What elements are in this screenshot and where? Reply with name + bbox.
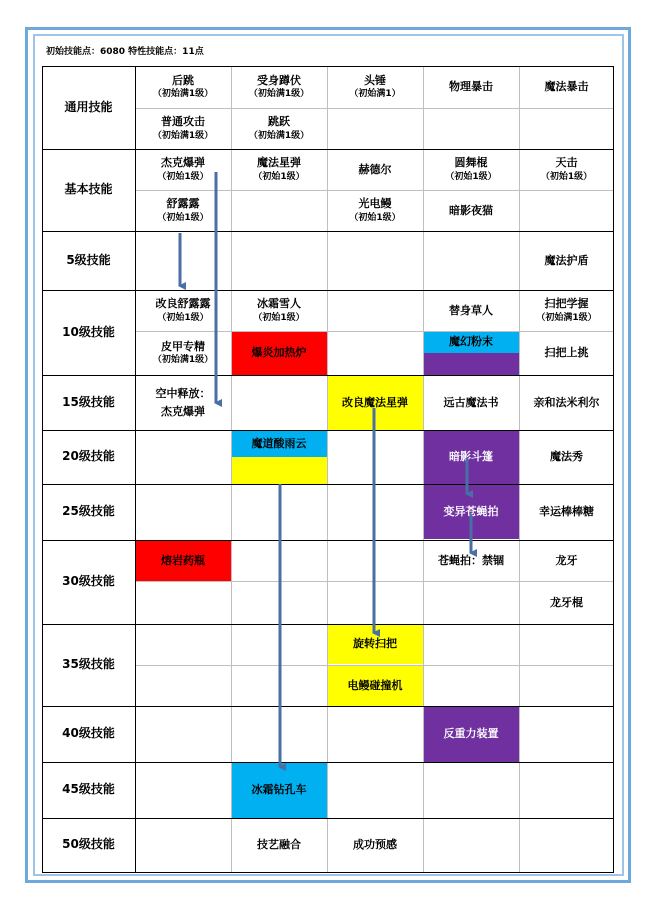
skill-cell-art-fusion [231, 818, 327, 872]
skill-name: 普通攻击 [161, 115, 205, 128]
row-label-lv25: 25级技能 [62, 504, 115, 519]
skill-name: 暗影斗篷 [449, 450, 493, 464]
skill-cell-flame-furnace [231, 331, 327, 375]
skill-name: 亲和法米利尔 [533, 395, 600, 409]
skill-name-2: 杰克爆弹 [161, 404, 205, 418]
skill-cell-light-eel [327, 190, 423, 231]
skill-name: 光电鳗 [358, 197, 392, 210]
skill-name: 杰克爆弹 [161, 156, 205, 169]
skill-cell-magic-powder [423, 331, 519, 353]
skill-note: （初始1级） [445, 171, 497, 182]
skill-cell-air-release [135, 375, 231, 430]
skill-cell-magic-star [231, 149, 327, 190]
skill-note: （初始满1） [349, 89, 401, 100]
skill-name: 魔法护盾 [544, 253, 589, 267]
skill-note: （初始1级） [349, 212, 401, 223]
skill-note: （初始1级） [157, 212, 209, 223]
row-label-lv30: 30级技能 [62, 574, 115, 589]
skill-name: 圆舞棍 [454, 156, 488, 169]
row-label-lv10: 10级技能 [62, 324, 115, 339]
skill-cell-sky-strike [519, 149, 614, 190]
skill-cell-frost-snowman [231, 290, 327, 331]
skill-name: 旋转扫把 [353, 637, 397, 651]
skill-cell-antigravity [423, 706, 519, 762]
skill-cell-frost-drill [231, 762, 327, 818]
skill-name: 龙牙棍 [550, 595, 583, 609]
skill-name: 电鳗碰撞机 [347, 678, 403, 692]
skill-name: 皮甲专精 [161, 339, 205, 353]
skill-name: 改良舒露露 [155, 297, 211, 310]
skill-name: 舒露露 [166, 197, 200, 210]
skill-name: 冰霜雪人 [257, 297, 301, 310]
skill-name: 跳跃 [268, 115, 290, 128]
skill-cell-round-stick [423, 149, 519, 190]
skill-note: （初始满1级） [248, 130, 310, 141]
skill-cell-magic-crit [519, 66, 614, 108]
skill-name: 天击 [555, 156, 578, 169]
skill-cell-broom-grip [519, 290, 614, 331]
skill-name: 远古魔法书 [443, 395, 499, 409]
skill-cell-recover [231, 66, 327, 108]
skill-cell-broom-upper [519, 331, 614, 375]
skill-cell-magic-show [519, 430, 614, 484]
skill-cell-bat-seal [423, 540, 519, 581]
skill-name: 技艺融合 [257, 838, 301, 852]
skill-note: （初始1级） [540, 171, 593, 182]
row-label-basic: 基本技能 [64, 182, 113, 197]
skill-cell-headbutt [327, 66, 423, 108]
row-label-lv5: 5级技能 [66, 252, 111, 267]
skill-name: 魔幻粉末 [449, 335, 493, 349]
skill-cell-backjump [135, 66, 231, 108]
skill-cell-dragon-stick [519, 581, 614, 624]
row-label-general: 通用技能 [64, 99, 113, 114]
skill-cell-phys-crit [423, 66, 519, 108]
skill-cell-mutant-bat [423, 484, 519, 539]
skill-name: 魔法星弹 [257, 156, 301, 169]
skill-cell-improved-star [327, 375, 423, 430]
skill-cell-lucky-candy [519, 484, 614, 540]
skill-cell-jack-bomb [135, 149, 231, 190]
skill-name: 受身蹲伏 [257, 73, 301, 87]
row-label-lv40: 40级技能 [62, 726, 115, 741]
skill-cell-shadow-cat [423, 190, 519, 231]
skill-name: 爆炎加热炉 [251, 346, 307, 360]
skill-cell-eel-machine [327, 665, 423, 706]
skill-cell-lava-potion [135, 540, 231, 581]
skill-name: 龙牙 [555, 553, 578, 567]
skill-name: 苍蝇拍：禁锢 [438, 553, 504, 567]
skill-cell-spin-broom [327, 624, 423, 664]
skill-name: 物理暴击 [449, 80, 493, 94]
row-label-lv35: 35级技能 [62, 657, 115, 672]
skill-cell-magic-shield [519, 231, 614, 290]
skill-cell-improved-shulu [135, 290, 231, 331]
skill-name: 扫把上挑 [544, 346, 589, 360]
skill-note: （初始满1级） [248, 89, 310, 100]
skill-cell-jump [231, 108, 327, 149]
skill-cell-acid-cloud [231, 430, 327, 457]
skill-cell-shadow-cloak [423, 430, 519, 484]
skill-cell-ancient-book [423, 375, 519, 430]
skill-cell-premonition [327, 818, 423, 872]
skill-cell-dragon-tooth [519, 540, 614, 581]
skill-name: 改良魔法星弹 [342, 395, 408, 409]
skill-note: （初始满1级） [536, 312, 597, 323]
skill-note: （初始满1级） [152, 89, 214, 100]
skill-note: （初始1级） [253, 171, 305, 182]
skill-cell-magic-powder-lower [423, 353, 519, 375]
skill-note: （初始1级） [157, 312, 209, 323]
skill-cell-hedel [327, 149, 423, 190]
row-label-lv50: 50级技能 [62, 837, 115, 852]
row-label-lv20: 20级技能 [62, 449, 115, 464]
skill-name: 暗影夜猫 [449, 203, 493, 217]
skill-note: （初始满1级） [152, 355, 214, 366]
skill-cell-leather-armor [135, 331, 231, 375]
skill-name: 成功预感 [353, 838, 397, 852]
skill-name: 幸运棒棒糖 [539, 505, 594, 519]
skill-cell-affinity [519, 375, 614, 430]
skill-name: 熔岩药瓶 [161, 553, 205, 567]
skill-name: 反重力装置 [443, 727, 499, 741]
skill-cell-acid-cloud-lower [231, 457, 327, 484]
skill-name: 空中释放： [155, 387, 211, 401]
row-label-lv15: 15级技能 [62, 394, 115, 409]
skill-name: 变异苍蝇拍 [443, 504, 499, 518]
skill-cell-shulu [135, 190, 231, 231]
skill-cell-basic-attack [135, 108, 231, 149]
skill-note: （初始1级） [157, 171, 209, 182]
skill-note: （初始1级） [253, 312, 305, 323]
skill-name: 冰霜钻孔车 [251, 783, 307, 797]
skill-name: 头锤 [364, 73, 386, 87]
skill-name: 魔法暴击 [544, 80, 589, 94]
skill-name: 替身草人 [449, 303, 493, 317]
row-label-lv45: 45级技能 [62, 782, 115, 797]
skill-name: 后跳 [172, 73, 194, 87]
skill-name: 魔法秀 [550, 450, 583, 464]
skill-note: （初始满1级） [152, 130, 214, 141]
skill-name: 赫德尔 [358, 162, 392, 176]
skill-cell-substitute [423, 290, 519, 331]
skill-points-header: 初始技能点：6080 特性技能点：11点 [46, 47, 204, 57]
skill-name: 魔道酸雨云 [251, 436, 307, 450]
skill-name: 扫把学握 [544, 297, 589, 310]
